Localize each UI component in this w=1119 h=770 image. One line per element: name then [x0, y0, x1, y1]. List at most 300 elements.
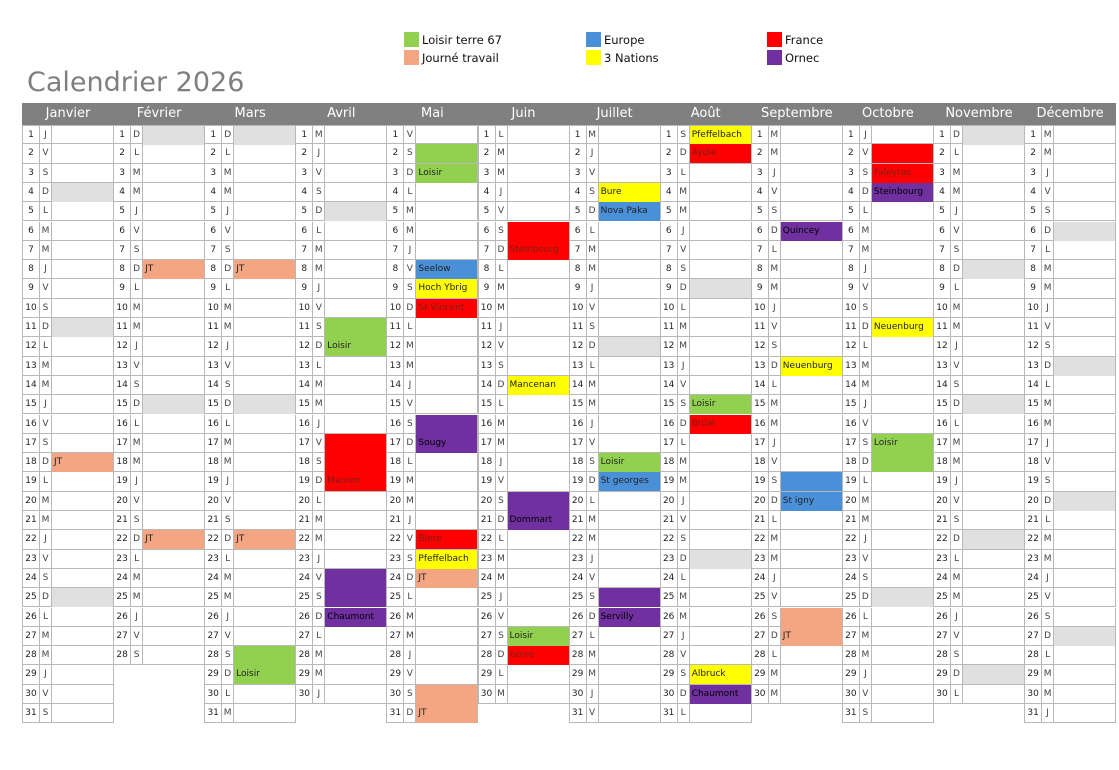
day-row[interactable]	[933, 511, 1025, 530]
day-row[interactable]	[933, 472, 1025, 491]
day-event-cell[interactable]	[508, 472, 570, 491]
day-row[interactable]	[1024, 144, 1116, 163]
day-row[interactable]	[660, 183, 752, 202]
day-row[interactable]	[569, 569, 661, 588]
day-event-cell[interactable]	[1054, 665, 1116, 684]
day-row[interactable]	[113, 627, 205, 646]
day-event-cell[interactable]	[143, 453, 205, 472]
day-row[interactable]	[842, 646, 934, 665]
day-event-cell[interactable]	[872, 550, 934, 569]
day-event-cell[interactable]	[508, 183, 570, 202]
day-row[interactable]	[204, 318, 296, 337]
day-event-cell[interactable]	[52, 511, 114, 530]
day-event-cell[interactable]	[52, 665, 114, 684]
event-ornec[interactable]	[599, 588, 661, 607]
day-row[interactable]	[751, 318, 843, 337]
day-event-cell[interactable]	[963, 646, 1025, 665]
day-event-cell[interactable]	[52, 126, 114, 145]
day-event-cell[interactable]	[963, 434, 1025, 453]
day-row[interactable]	[295, 183, 387, 202]
day-event-cell[interactable]	[872, 685, 934, 704]
day-event-cell[interactable]	[690, 569, 752, 588]
day-event-cell[interactable]	[599, 434, 661, 453]
day-event-cell[interactable]	[325, 530, 387, 549]
day-row[interactable]	[1024, 318, 1116, 337]
day-row[interactable]	[22, 511, 114, 530]
day-event-cell[interactable]	[143, 627, 205, 646]
day-event-cell[interactable]	[325, 260, 387, 279]
day-event-cell[interactable]	[234, 164, 296, 183]
day-row[interactable]	[660, 550, 752, 569]
day-row[interactable]	[295, 164, 387, 183]
day-row[interactable]	[569, 704, 661, 723]
day-event-cell[interactable]	[508, 608, 570, 627]
day-event-cell[interactable]	[52, 318, 114, 337]
day-row[interactable]	[113, 318, 205, 337]
day-row[interactable]	[113, 530, 205, 549]
day-event-cell[interactable]	[781, 241, 843, 260]
day-event-cell[interactable]	[599, 376, 661, 395]
day-row[interactable]	[295, 260, 387, 279]
day-row[interactable]	[569, 299, 661, 318]
day-row[interactable]	[478, 627, 570, 646]
day-row[interactable]	[569, 144, 661, 163]
day-row[interactable]	[842, 395, 934, 414]
day-row[interactable]	[1024, 183, 1116, 202]
day-row[interactable]	[1024, 357, 1116, 376]
day-row[interactable]	[751, 376, 843, 395]
day-row[interactable]	[22, 337, 114, 356]
day-event-cell[interactable]	[416, 492, 478, 511]
day-event-cell[interactable]	[416, 395, 478, 414]
day-event-cell[interactable]	[234, 183, 296, 202]
day-row[interactable]	[478, 550, 570, 569]
day-row[interactable]	[842, 318, 934, 337]
day-event-cell[interactable]	[234, 144, 296, 163]
day-event-cell[interactable]	[872, 376, 934, 395]
day-event-cell[interactable]	[781, 511, 843, 530]
day-event-cell[interactable]	[234, 704, 296, 723]
day-row[interactable]	[204, 164, 296, 183]
day-row[interactable]	[113, 569, 205, 588]
day-event-cell[interactable]	[690, 588, 752, 607]
day-row[interactable]	[569, 415, 661, 434]
event-ornec[interactable]: Steinbourg	[872, 183, 934, 202]
day-row[interactable]	[660, 395, 752, 414]
day-row[interactable]	[204, 299, 296, 318]
day-event-cell[interactable]	[599, 395, 661, 414]
event-nations[interactable]: Pfeffelbach	[416, 550, 478, 569]
day-row[interactable]	[204, 434, 296, 453]
event-ornec[interactable]: Dommart	[508, 511, 570, 530]
day-row[interactable]	[1024, 222, 1116, 241]
day-event-cell[interactable]	[143, 569, 205, 588]
day-row[interactable]	[295, 627, 387, 646]
day-row[interactable]	[22, 260, 114, 279]
day-event-cell[interactable]	[416, 202, 478, 221]
day-event-cell[interactable]	[234, 685, 296, 704]
event-loisir[interactable]: Loisir	[508, 627, 570, 646]
day-row[interactable]	[204, 125, 296, 144]
day-row[interactable]	[569, 395, 661, 414]
event-ornec[interactable]: Quincey	[781, 222, 843, 241]
day-event-cell[interactable]	[781, 299, 843, 318]
day-event-cell[interactable]	[690, 453, 752, 472]
day-row[interactable]	[1024, 608, 1116, 627]
day-event-cell[interactable]	[1054, 627, 1116, 646]
day-row[interactable]	[478, 453, 570, 472]
day-row[interactable]	[660, 318, 752, 337]
day-row[interactable]	[386, 164, 478, 183]
day-event-cell[interactable]	[1054, 126, 1116, 145]
event-travail[interactable]: JT	[416, 569, 478, 588]
day-event-cell[interactable]	[52, 164, 114, 183]
day-event-cell[interactable]	[234, 241, 296, 260]
day-event-cell[interactable]	[781, 260, 843, 279]
day-event-cell[interactable]	[325, 299, 387, 318]
day-row[interactable]	[751, 588, 843, 607]
day-row[interactable]	[933, 608, 1025, 627]
day-event-cell[interactable]	[872, 511, 934, 530]
day-row[interactable]	[386, 588, 478, 607]
day-row[interactable]	[113, 299, 205, 318]
day-event-cell[interactable]	[781, 337, 843, 356]
day-event-cell[interactable]	[690, 646, 752, 665]
day-row[interactable]	[842, 125, 934, 144]
day-event-cell[interactable]	[690, 530, 752, 549]
day-event-cell[interactable]	[416, 472, 478, 491]
day-event-cell[interactable]	[599, 685, 661, 704]
day-event-cell[interactable]	[143, 472, 205, 491]
day-row[interactable]	[386, 492, 478, 511]
day-event-cell[interactable]	[1054, 395, 1116, 414]
event-europe[interactable]: Nova Paka	[599, 202, 661, 221]
day-row[interactable]	[842, 472, 934, 491]
day-row[interactable]	[295, 530, 387, 549]
day-row[interactable]	[660, 202, 752, 221]
day-row[interactable]	[295, 144, 387, 163]
day-event-cell[interactable]	[781, 453, 843, 472]
day-event-cell[interactable]	[234, 357, 296, 376]
day-row[interactable]	[660, 665, 752, 684]
day-event-cell[interactable]	[781, 685, 843, 704]
day-event-cell[interactable]	[325, 241, 387, 260]
day-row[interactable]	[842, 704, 934, 723]
day-event-cell[interactable]	[52, 550, 114, 569]
day-event-cell[interactable]	[963, 318, 1025, 337]
day-event-cell[interactable]	[963, 279, 1025, 298]
event-nations[interactable]: Neuenburg	[781, 357, 843, 376]
day-row[interactable]	[204, 144, 296, 163]
day-row[interactable]	[22, 588, 114, 607]
day-row[interactable]	[113, 472, 205, 491]
day-event-cell[interactable]	[599, 260, 661, 279]
day-row[interactable]	[569, 241, 661, 260]
event-travail[interactable]: JT	[143, 260, 205, 279]
day-row[interactable]	[751, 511, 843, 530]
day-row[interactable]	[113, 588, 205, 607]
day-row[interactable]	[569, 627, 661, 646]
day-event-cell[interactable]	[963, 569, 1025, 588]
day-row[interactable]	[751, 415, 843, 434]
day-row[interactable]	[478, 685, 570, 704]
event-travail[interactable]: JT	[234, 260, 296, 279]
day-row[interactable]	[113, 357, 205, 376]
day-row[interactable]	[22, 569, 114, 588]
event-loisir[interactable]: Loisir	[599, 453, 661, 472]
day-row[interactable]	[204, 685, 296, 704]
day-event-cell[interactable]	[963, 144, 1025, 163]
day-event-cell[interactable]	[781, 665, 843, 684]
day-row[interactable]	[113, 183, 205, 202]
day-row[interactable]	[295, 299, 387, 318]
day-row[interactable]	[22, 376, 114, 395]
day-row[interactable]	[660, 704, 752, 723]
day-event-cell[interactable]	[872, 704, 934, 723]
day-event-cell[interactable]	[416, 337, 478, 356]
day-event-cell[interactable]	[690, 376, 752, 395]
day-row[interactable]	[386, 608, 478, 627]
day-event-cell[interactable]	[143, 588, 205, 607]
day-row[interactable]	[751, 299, 843, 318]
day-row[interactable]	[660, 627, 752, 646]
day-event-cell[interactable]	[963, 395, 1025, 414]
day-row[interactable]	[842, 665, 934, 684]
day-row[interactable]	[1024, 646, 1116, 665]
day-row[interactable]	[386, 550, 478, 569]
day-event-cell[interactable]	[508, 164, 570, 183]
event-loisir[interactable]: Loisir	[690, 395, 752, 414]
day-row[interactable]	[660, 144, 752, 163]
event-nations[interactable]: Albruck	[690, 665, 752, 684]
day-row[interactable]	[842, 434, 934, 453]
day-event-cell[interactable]	[416, 376, 478, 395]
day-event-cell[interactable]	[325, 665, 387, 684]
day-event-cell[interactable]	[781, 164, 843, 183]
day-event-cell[interactable]	[599, 627, 661, 646]
day-row[interactable]	[660, 164, 752, 183]
day-row[interactable]	[478, 202, 570, 221]
day-row[interactable]	[569, 530, 661, 549]
day-event-cell[interactable]	[143, 202, 205, 221]
day-row[interactable]	[113, 279, 205, 298]
day-row[interactable]	[569, 376, 661, 395]
day-event-cell[interactable]	[690, 164, 752, 183]
day-row[interactable]	[569, 125, 661, 144]
day-row[interactable]	[204, 608, 296, 627]
day-event-cell[interactable]	[52, 627, 114, 646]
day-row[interactable]	[386, 125, 478, 144]
day-row[interactable]	[660, 511, 752, 530]
day-row[interactable]	[22, 241, 114, 260]
day-row[interactable]	[933, 646, 1025, 665]
day-row[interactable]	[660, 376, 752, 395]
day-row[interactable]	[22, 685, 114, 704]
day-event-cell[interactable]	[508, 665, 570, 684]
day-row[interactable]	[751, 357, 843, 376]
day-event-cell[interactable]	[508, 202, 570, 221]
day-row[interactable]	[295, 472, 387, 491]
day-event-cell[interactable]	[234, 318, 296, 337]
event-europe[interactable]: Seelow	[416, 260, 478, 279]
day-row[interactable]	[751, 434, 843, 453]
day-row[interactable]	[386, 530, 478, 549]
day-row[interactable]	[295, 685, 387, 704]
day-event-cell[interactable]	[143, 164, 205, 183]
event-france[interactable]: Brûlé	[690, 415, 752, 434]
day-row[interactable]	[478, 125, 570, 144]
day-row[interactable]	[842, 164, 934, 183]
day-row[interactable]	[1024, 434, 1116, 453]
day-event-cell[interactable]	[508, 453, 570, 472]
event-europe[interactable]	[781, 472, 843, 491]
event-ornec[interactable]	[325, 588, 387, 607]
day-row[interactable]	[478, 164, 570, 183]
day-event-cell[interactable]	[872, 279, 934, 298]
day-row[interactable]	[113, 415, 205, 434]
day-event-cell[interactable]	[234, 511, 296, 530]
day-row[interactable]	[386, 453, 478, 472]
event-ornec[interactable]	[508, 492, 570, 511]
day-event-cell[interactable]	[234, 337, 296, 356]
event-france[interactable]	[508, 222, 570, 241]
day-event-cell[interactable]	[781, 279, 843, 298]
day-event-cell[interactable]	[781, 376, 843, 395]
day-event-cell[interactable]	[690, 472, 752, 491]
day-row[interactable]	[204, 665, 296, 684]
day-row[interactable]	[204, 222, 296, 241]
day-row[interactable]	[660, 685, 752, 704]
day-event-cell[interactable]	[508, 299, 570, 318]
day-event-cell[interactable]	[872, 608, 934, 627]
event-loisir[interactable]	[325, 318, 387, 337]
day-row[interactable]	[660, 125, 752, 144]
day-row[interactable]	[842, 376, 934, 395]
day-row[interactable]	[22, 357, 114, 376]
day-row[interactable]	[22, 646, 114, 665]
day-row[interactable]	[295, 511, 387, 530]
day-event-cell[interactable]	[781, 588, 843, 607]
day-event-cell[interactable]	[1054, 511, 1116, 530]
day-event-cell[interactable]	[234, 608, 296, 627]
day-event-cell[interactable]	[872, 472, 934, 491]
day-row[interactable]	[22, 279, 114, 298]
day-event-cell[interactable]	[234, 627, 296, 646]
day-row[interactable]	[751, 627, 843, 646]
day-row[interactable]	[386, 627, 478, 646]
day-row[interactable]	[478, 511, 570, 530]
day-event-cell[interactable]	[234, 279, 296, 298]
day-row[interactable]	[569, 222, 661, 241]
day-row[interactable]	[569, 183, 661, 202]
day-event-cell[interactable]	[143, 608, 205, 627]
day-event-cell[interactable]	[416, 126, 478, 145]
day-event-cell[interactable]	[52, 415, 114, 434]
day-row[interactable]	[660, 530, 752, 549]
day-event-cell[interactable]	[1054, 704, 1116, 723]
day-row[interactable]	[1024, 588, 1116, 607]
day-row[interactable]	[842, 202, 934, 221]
day-row[interactable]	[1024, 472, 1116, 491]
day-row[interactable]	[113, 395, 205, 414]
day-event-cell[interactable]	[963, 588, 1025, 607]
day-row[interactable]	[478, 337, 570, 356]
day-row[interactable]	[569, 453, 661, 472]
day-event-cell[interactable]	[599, 550, 661, 569]
day-row[interactable]	[569, 608, 661, 627]
day-row[interactable]	[204, 183, 296, 202]
day-row[interactable]	[751, 530, 843, 549]
day-event-cell[interactable]	[1054, 569, 1116, 588]
day-event-cell[interactable]	[872, 126, 934, 145]
day-row[interactable]	[204, 704, 296, 723]
day-event-cell[interactable]	[143, 415, 205, 434]
day-event-cell[interactable]	[781, 395, 843, 414]
day-row[interactable]	[386, 434, 478, 453]
day-row[interactable]	[569, 550, 661, 569]
day-row[interactable]	[933, 395, 1025, 414]
day-event-cell[interactable]	[599, 144, 661, 163]
day-event-cell[interactable]	[963, 357, 1025, 376]
day-row[interactable]	[842, 569, 934, 588]
day-event-cell[interactable]	[325, 511, 387, 530]
day-row[interactable]	[842, 337, 934, 356]
day-row[interactable]	[660, 588, 752, 607]
day-row[interactable]	[569, 260, 661, 279]
day-row[interactable]	[386, 318, 478, 337]
day-row[interactable]	[933, 627, 1025, 646]
day-event-cell[interactable]	[508, 144, 570, 163]
day-row[interactable]	[386, 357, 478, 376]
day-row[interactable]	[933, 260, 1025, 279]
day-event-cell[interactable]	[325, 279, 387, 298]
day-row[interactable]	[478, 415, 570, 434]
day-event-cell[interactable]	[963, 183, 1025, 202]
day-event-cell[interactable]	[143, 357, 205, 376]
day-row[interactable]	[386, 241, 478, 260]
day-event-cell[interactable]	[143, 434, 205, 453]
day-row[interactable]	[113, 453, 205, 472]
day-row[interactable]	[842, 550, 934, 569]
day-row[interactable]	[842, 357, 934, 376]
day-event-cell[interactable]	[690, 337, 752, 356]
day-row[interactable]	[1024, 415, 1116, 434]
day-event-cell[interactable]	[963, 665, 1025, 684]
day-event-cell[interactable]	[508, 395, 570, 414]
day-row[interactable]	[386, 569, 478, 588]
day-row[interactable]	[386, 704, 478, 723]
day-event-cell[interactable]	[872, 646, 934, 665]
day-event-cell[interactable]	[234, 395, 296, 414]
day-event-cell[interactable]	[52, 434, 114, 453]
day-row[interactable]	[478, 472, 570, 491]
day-row[interactable]	[933, 492, 1025, 511]
event-ornec[interactable]: Chaumont	[690, 685, 752, 704]
event-nations[interactable]: Neuenburg	[872, 318, 934, 337]
day-row[interactable]	[386, 665, 478, 684]
day-row[interactable]	[22, 125, 114, 144]
day-event-cell[interactable]	[52, 183, 114, 202]
day-row[interactable]	[295, 569, 387, 588]
day-event-cell[interactable]	[599, 492, 661, 511]
day-row[interactable]	[569, 588, 661, 607]
day-event-cell[interactable]	[872, 241, 934, 260]
day-row[interactable]	[842, 260, 934, 279]
day-row[interactable]	[1024, 202, 1116, 221]
day-row[interactable]	[113, 164, 205, 183]
day-row[interactable]	[386, 511, 478, 530]
day-event-cell[interactable]	[690, 511, 752, 530]
